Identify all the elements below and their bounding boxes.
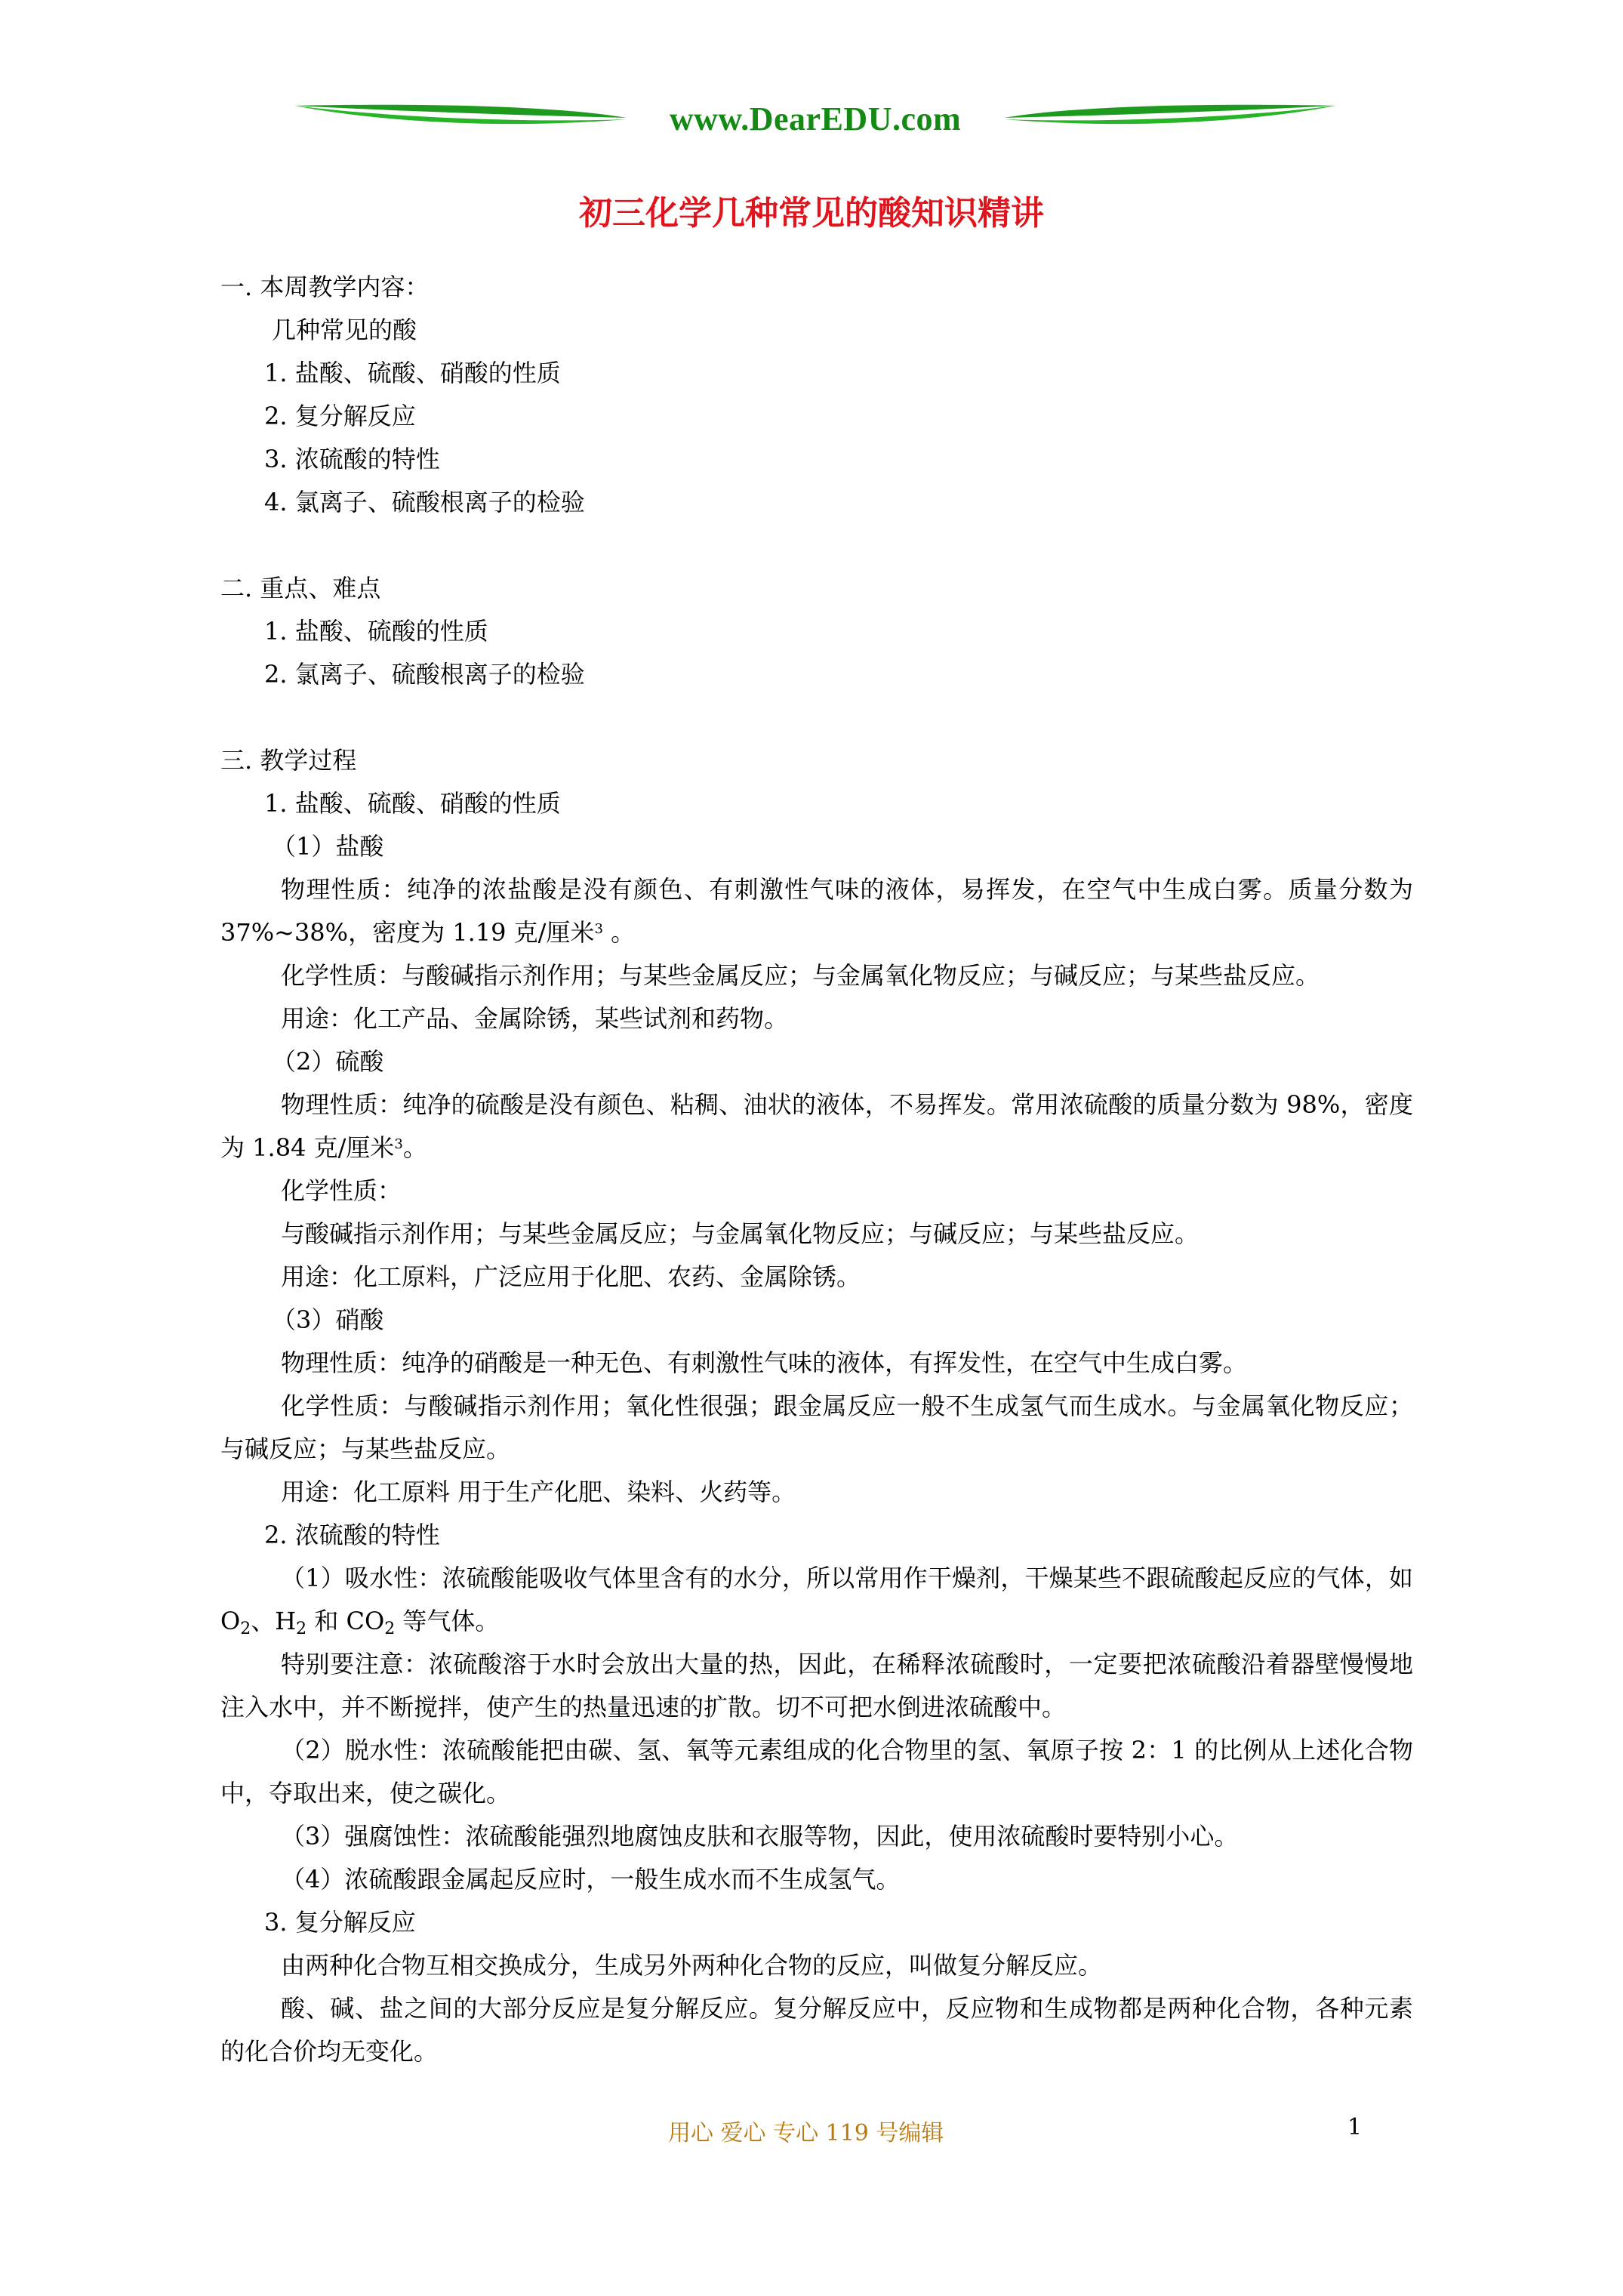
paragraph-hcl-physical: 物理性质：纯净的浓盐酸是没有颜色、有刺激性气味的液体，易挥发，在空气中生成白雾。质量分数为 37%~38%，密度为 1.19 克/厘米$^3$ 。 <box>220 875 1413 947</box>
paragraph-hcl-usage: 用途：化工产品、金属除锈，某些试剂和药物。 <box>281 1004 789 1033</box>
acid-heading-h2so4: （2）硫酸 <box>272 1047 384 1076</box>
header-banner <box>294 97 1336 142</box>
document-title: 初三化学几种常见的酸知识精讲 <box>579 194 1044 233</box>
paragraph-dilution-note: 特别要注意：浓硫酸溶于水时会放出大量的热，因此，在稀释浓硫酸时，一定要把浓硫酸沿着器壁慢慢地注入水中，并不断搅拌，使产生的热量迅速的扩散。切不可把水倒进浓硫酸中。 <box>220 1650 1413 1721</box>
list-item: 1. 盐酸、硫酸、硝酸的性质 <box>264 359 561 387</box>
paragraph-metal: （4）浓硫酸跟金属起反应时，一般生成水而不生成氢气。 <box>281 1865 901 1894</box>
paragraph-dehydrate: （2）脱水性：浓硫酸能把由碳、氢、氧等元素组成的化合物里的氢、氧原子按 2：1 的比例从上述化合物中，夺取出来，使之碳化。 <box>220 1736 1413 1808</box>
list-item: 3. 浓硫酸的特性 <box>264 445 440 473</box>
paragraph-double-desc: 酸、碱、盐之间的大部分反应是复分解反应。复分解反应中，反应物和生成物都是两种化合物，各种元素的化合价均无变化。 <box>220 1994 1413 2066</box>
site-name: www.DearEDU.com <box>669 100 962 137</box>
document-body <box>220 266 1413 2073</box>
section-heading: 三. 教学过程 <box>220 746 357 775</box>
list-item: 4. 氯离子、硫酸根离子的检验 <box>264 488 585 516</box>
paragraph-double-def: 由两种化合物互相交换成分，生成另外两种化合物的反应，叫做复分解反应。 <box>281 1951 1103 1980</box>
footer-text: 用心 爱心 专心 119 号编辑 <box>668 2120 944 2147</box>
paragraph-hno3-usage: 用途：化工原料 用于生产化肥、染料、火药等。 <box>281 1478 796 1506</box>
page-number: 1 <box>1347 2114 1363 2140</box>
paragraph-hno3-physical: 物理性质：纯净的硝酸是一种无色、有刺激性气味的液体，有挥发性，在空气中生成白雾。 <box>281 1348 1248 1377</box>
paragraph-h2so4-physical: 物理性质：纯净的硫酸是没有颜色、粘稠、油状的液体，不易挥发。常用浓硫酸的质量分数为 98%，密度为 1.84 克/厘米$^3$。 <box>220 1090 1413 1162</box>
paragraph-corrosive: （3）强腐蚀性：浓硫酸能强烈地腐蚀皮肤和衣服等物，因此，使用浓硫酸时要特别小心。 <box>281 1822 1239 1851</box>
section-heading: 一. 本周教学内容： <box>220 273 430 301</box>
paragraph-hcl-chemical: 化学性质：与酸碱指示剂作用；与某些金属反应；与金属氧化物反应；与碱反应；与某些盐反应。 <box>281 961 1320 990</box>
list-item: 1. 盐酸、硫酸的性质 <box>264 617 488 646</box>
list-item: 2. 复分解反应 <box>264 402 416 430</box>
subsection-heading: 2. 浓硫酸的特性 <box>264 1521 440 1549</box>
paragraph-h2so4-usage: 用途：化工原料，广泛应用于化肥、农药、金属除锈。 <box>281 1262 861 1291</box>
subsection-heading: 1. 盐酸、硫酸、硝酸的性质 <box>264 789 561 818</box>
list-item: 2. 氯离子、硫酸根离子的检验 <box>264 660 585 689</box>
paragraph-hno3-chemical: 化学性质：与酸碱指示剂作用；氧化性很强；跟金属反应一般不生成氢气而生成水。与金属氧化物反应；与碱反应；与某些盐反应。 <box>220 1391 1413 1463</box>
paragraph-absorb: （1）吸水性：浓硫酸能吸收气体里含有的水分，所以常用作干燥剂，干燥某些不跟硫酸起反应的气体，如 $O_2$、$H_2$ 和 $CO_2$ 等气体。 <box>220 1564 1413 1638</box>
acid-heading-hcl: （1）盐酸 <box>272 832 384 861</box>
paragraph-h2so4-chemical: 与酸碱指示剂作用；与某些金属反应；与金属氧化物反应；与碱反应；与某些盐反应。 <box>281 1219 1200 1248</box>
acid-heading-hno3: （3）硝酸 <box>272 1305 384 1334</box>
paragraph-h2so4-chemical-label: 化学性质： <box>281 1176 402 1205</box>
section-heading: 二. 重点、难点 <box>220 574 381 603</box>
section-topic: 几种常见的酸 <box>272 316 417 344</box>
subsection-heading: 3. 复分解反应 <box>264 1908 416 1937</box>
